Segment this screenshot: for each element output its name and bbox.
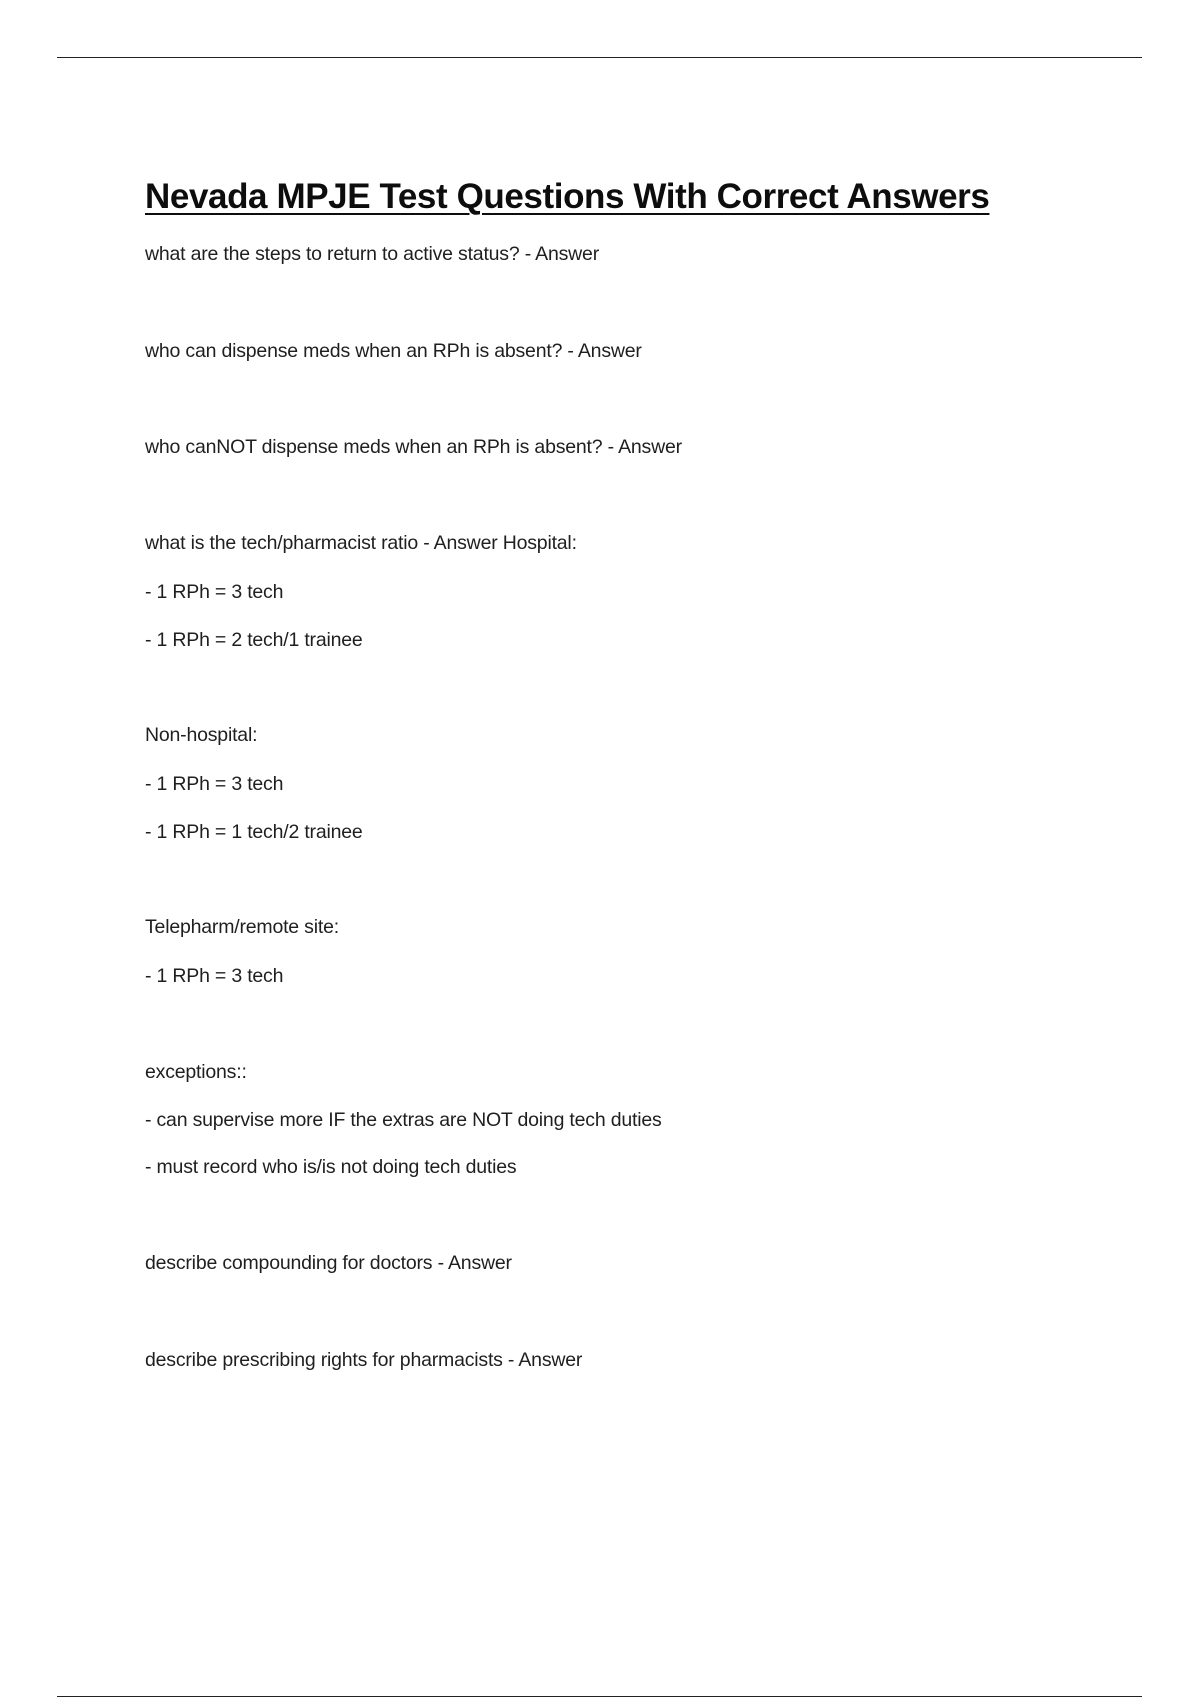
answer-line: - 1 RPh = 3 tech	[145, 965, 284, 987]
answer-line: - 1 RPh = 2 tech/1 trainee	[145, 629, 363, 651]
question-prescribing-rights: describe prescribing rights for pharmacists - Answer	[145, 1349, 583, 1371]
answer-line: - can supervise more IF the extras are NOT doing tech duties	[145, 1109, 662, 1131]
question-tech-pharmacist-ratio: what is the tech/pharmacist ratio - Answer Hospital:	[145, 532, 577, 554]
question-who-can-dispense: who can dispense meds when an RPh is absent? - Answer	[145, 340, 642, 362]
answer-line: - must record who is/is not doing tech duties	[145, 1156, 517, 1178]
answer-line: - 1 RPh = 3 tech	[145, 773, 284, 795]
answer-line: - 1 RPh = 1 tech/2 trainee	[145, 821, 363, 843]
question-return-active-status: what are the steps to return to active status? - Answer	[145, 243, 599, 265]
question-who-cannot-dispense: who canNOT dispense meds when an RPh is absent? - Answer	[145, 436, 682, 458]
answer-line: Telepharm/remote site:	[145, 916, 339, 938]
answer-line: Non-hospital:	[145, 724, 258, 746]
answer-line: - 1 RPh = 3 tech	[145, 581, 284, 603]
footer-rule	[57, 1696, 1142, 1697]
answer-line: exceptions::	[145, 1061, 247, 1083]
question-compounding-doctors: describe compounding for doctors - Answer	[145, 1252, 512, 1274]
page-title: Nevada MPJE Test Questions With Correct Answers	[145, 177, 990, 216]
header-rule	[57, 57, 1142, 58]
